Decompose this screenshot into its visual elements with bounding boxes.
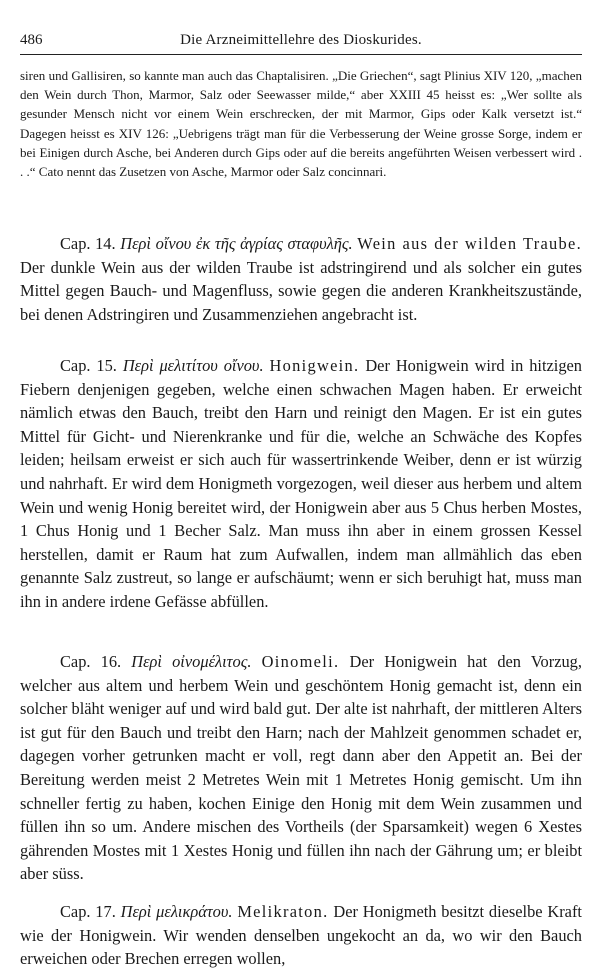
footnote-continuation — [20, 66, 582, 181]
chapter-16 — [20, 650, 582, 886]
chapter-body: Der dunkle Wein aus der wilden Traube ist adstringirend und als solcher ein gutes Mittel gegen Bauch- und Magenfluss, sowie gegen die anderen Krankheitszustände, bei denen Adstringiren und Zusammenziehen angebracht ist. — [20, 257, 582, 324]
page-number: 486 — [20, 32, 43, 48]
chapter-14 — [20, 232, 582, 326]
chapter-greek-title: Περὶ οἰνομέλιτος. — [131, 652, 252, 671]
chapter-title: Wein aus der wilden Traube. — [357, 234, 582, 253]
header-rule — [20, 54, 582, 55]
footnote-text: siren und Gallisiren, so kannte man auch das Chaptalisiren. „Die Griechen“, sagt Plinius XIV 120, „machen den Wein durch Thon, Marmor, Salz oder Seewasser milde,“ aber XXIII 45 heisst es: „Wer sollte als gesunder Mensch nicht vor einem Wein erschrecken, der mit Marmor, Gips oder Kalk versetzt ist.“ Dagegen heisst es XIV 126: „Uebrigens trägt man für die Verbesserung der Weine grosse Sorge, indem er bei Einigen durch Asche, bei Anderen durch Gips oder auf die bereits angeführten Weisen verbessert wird . . .“ Cato nennt das Zusetzen von Asche, Marmor oder Salz concinnari. — [20, 68, 582, 180]
chapter-body: Der Honigwein hat den Vorzug, welcher aus altem und herbem Wein und geschöntem Honig gemacht ist, denn ein solcher bläht weniger auf und wird bald gut. Der alte ist nahrhaft, der mittleren Alters ist gut für den Bauch und treibt den Harn; nach der Mahlzeit genommen schadet er, dagegen vorher getrunken macht er voll, regt dann aber den Appetit an. Bei der Bereitung werden meist 2 Metretes Wein mit 1 Metretes Honig gemischt. Um ihn schneller fertig zu haben, kochen Einige den Honig mit dem Wein zusammen und füllen ihn so um. Andere mischen des Vortheils (der Sparsamkeit) wegen 6 Xestes gährenden Mostes mit 1 Xestes Honig und füllen ihn nach der Gährung um; er bleibt aber süss. — [20, 652, 582, 884]
running-title: Die Arzneimittellehre des Dioskurides. — [180, 32, 422, 48]
chapter-greek-title: Περὶ μελιτίτου οἴνου. — [122, 356, 264, 375]
chapter-17 — [20, 900, 582, 971]
chapter-body: Der Honigmeth besitzt dieselbe Kraft wie der Honigwein. Wir wenden denselben ungekocht an da, wo wir den Bauch erweichen oder Brechen erregen wollen, — [20, 902, 582, 969]
chapter-greek-title: Περὶ μελικράτου. — [120, 902, 233, 921]
chapter-title: Oinomeli. — [261, 652, 340, 671]
page-header — [20, 30, 582, 52]
chapter-number: Cap. 16. — [60, 652, 122, 671]
chapter-body: Der Honigwein wird in hitzigen Fiebern denjenigen gegeben, welche einen schwachen Magen haben. Er erweicht nämlich etwas den Bauch, treibt den Harn und reinigt den Magen. Er ist ein gutes Mittel für Gicht- und Nierenkranke und für die, welche an Schwäche des Kopfes leiden; heilsam erweist er sich auch für wassertrinkende Weiber, denn er ist würzig und nahrhaft. Er wird dem Honigmeth vorgezogen, weil dieser aus herbem und altem Wein und wenig Honig bereitet wird, der Honigwein aber aus 5 Chus herben Mostes, 1 Chus Honig und 1 Becher Salz. Man muss ihn aber in einem grossen Kessel herstellen, damit er Raum hat zum Aufwallen, indem man allmählich das eben genannte Salz zustreut, so lange er aufschäumt; wenn er sich beruhigt hat, muss man ihn in andere irdene Gefässe abfüllen. — [20, 356, 582, 611]
chapter-15 — [20, 354, 582, 614]
chapter-number: Cap. 17. — [60, 902, 116, 921]
chapter-title: Melikraton. — [237, 902, 329, 921]
chapter-title: Honigwein. — [269, 356, 360, 375]
chapter-number: Cap. 15. — [60, 356, 117, 375]
chapter-greek-title: Περὶ οἴνου ἐκ τῆς ἀγρίας σταφυλῆς. — [120, 234, 353, 253]
chapter-number: Cap. 14. — [60, 234, 116, 253]
